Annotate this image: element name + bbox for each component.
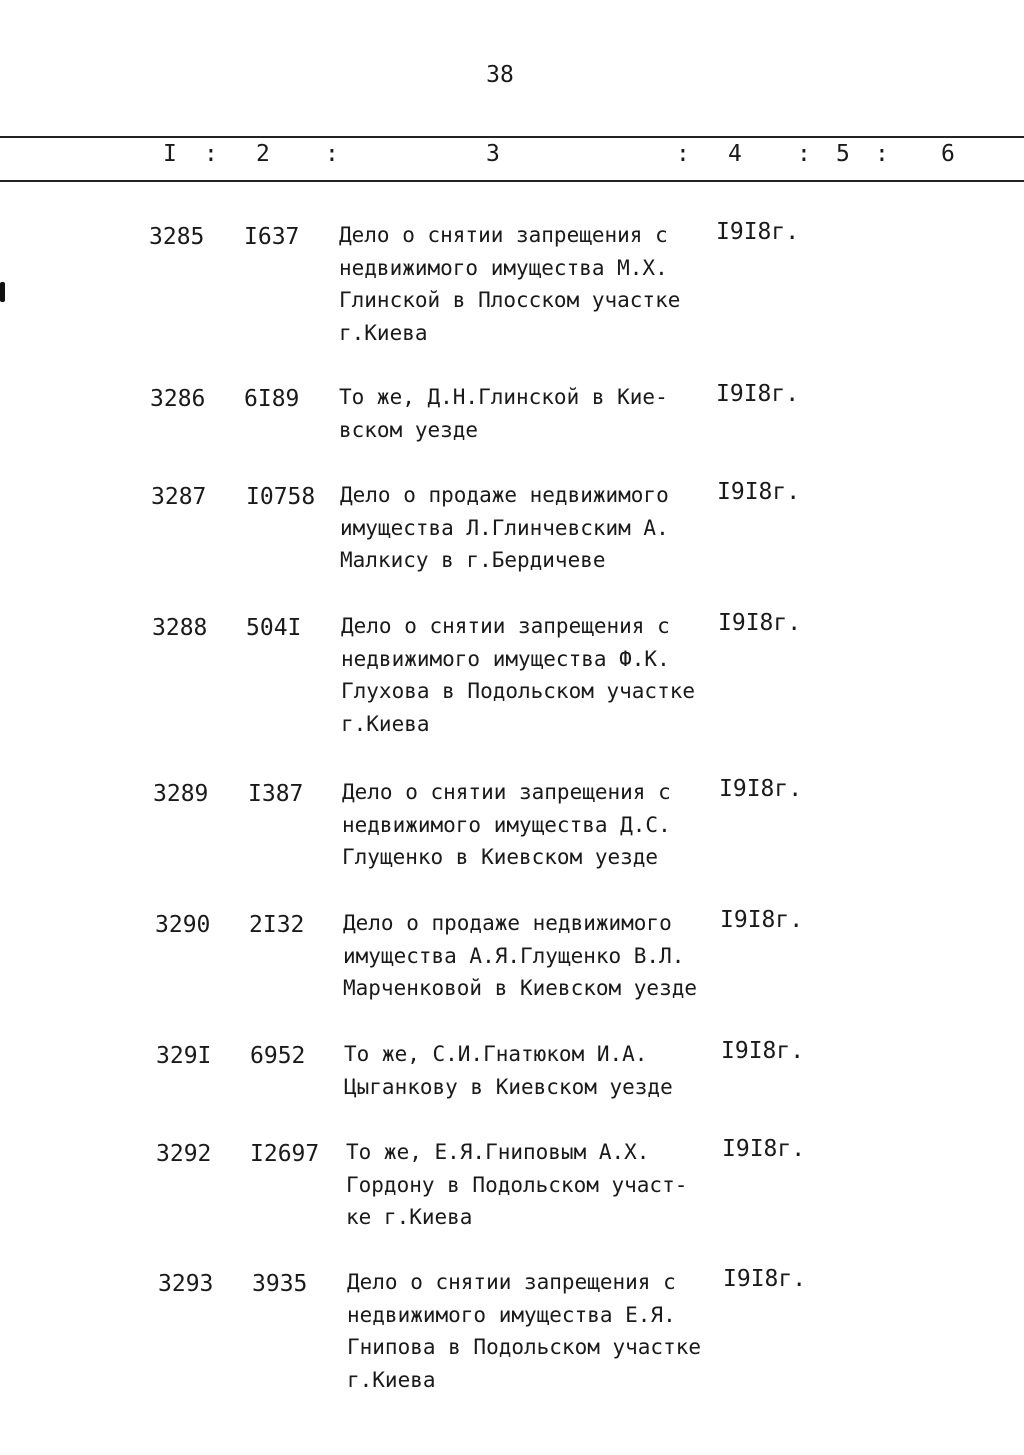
record-year: I9I8г. bbox=[716, 381, 800, 407]
description-line: Дело о продаже недвижимого bbox=[340, 483, 669, 507]
record-number: 3287 bbox=[151, 484, 207, 510]
description-line: недвижимого имущества М.Х. bbox=[339, 255, 668, 280]
record-code: I2697 bbox=[250, 1141, 320, 1167]
record-code: I387 bbox=[248, 781, 304, 807]
column-separator: : bbox=[875, 141, 889, 167]
description-line: То же, С.И.Гнатюком И.А. bbox=[344, 1042, 648, 1066]
edge-mark bbox=[0, 282, 5, 302]
record-description bbox=[342, 776, 671, 874]
column-separator: : bbox=[204, 141, 218, 167]
description-line: Глущенко в Киевском уезде bbox=[342, 845, 659, 869]
column-header-3: 3 bbox=[486, 141, 500, 167]
record-code: I0758 bbox=[246, 484, 316, 510]
page-number: 38 bbox=[486, 62, 514, 88]
column-header-4: 4 bbox=[728, 141, 742, 167]
record-code: 2I32 bbox=[249, 912, 305, 938]
record-description bbox=[339, 381, 668, 446]
description-line: Дело о снятии запрещения с bbox=[341, 614, 670, 638]
record-code: 6I89 bbox=[244, 386, 300, 412]
record-code: 6952 bbox=[250, 1043, 306, 1069]
column-header-6: 6 bbox=[941, 141, 955, 167]
description-line: г.Киева bbox=[339, 320, 428, 345]
description-line: г.Киева bbox=[341, 711, 430, 736]
description-line: недвижимого имущества Е.Я. bbox=[347, 1302, 676, 1327]
column-header-5: 5 bbox=[836, 141, 850, 167]
description-line: Малкису в г.Бердичеве bbox=[340, 548, 606, 572]
record-year: I9I8г. bbox=[716, 219, 800, 245]
record-year: I9I8г. bbox=[721, 1038, 805, 1064]
column-separator: : bbox=[676, 141, 690, 167]
record-description bbox=[340, 479, 669, 577]
record-year: I9I8г. bbox=[717, 479, 801, 505]
description-line: Гнипова в Подольском участке bbox=[347, 1335, 702, 1359]
header-rule-top bbox=[0, 136, 1024, 138]
description-line: Глухова в Подольском участке bbox=[341, 679, 696, 703]
record-code: 3935 bbox=[252, 1271, 308, 1297]
record-code: 504I bbox=[246, 615, 302, 641]
record-year: I9I8г. bbox=[722, 1136, 806, 1162]
record-number: 3293 bbox=[158, 1271, 214, 1297]
column-separator: : bbox=[797, 141, 811, 167]
description-line: Дело о продаже недвижимого bbox=[343, 911, 672, 935]
description-line: имущества Л.Глинчевским А. bbox=[340, 515, 669, 540]
description-line: недвижимого имущества Ф.К. bbox=[341, 646, 670, 671]
description-line: То же, Е.Я.Гниповым А.Х. bbox=[346, 1140, 650, 1164]
record-description bbox=[346, 1136, 687, 1234]
column-separator: : bbox=[325, 141, 339, 167]
description-line: Глинской в Плосском участке bbox=[339, 288, 681, 312]
record-description bbox=[344, 1038, 673, 1103]
record-number: 329I bbox=[156, 1043, 212, 1069]
description-line: Дело о снятии запрещения с bbox=[339, 223, 668, 247]
record-description bbox=[343, 907, 697, 1005]
description-line: То же, Д.Н.Глинской в Кие- bbox=[339, 385, 668, 409]
description-line: Цыганкову в Киевском уезде bbox=[344, 1074, 673, 1099]
record-description bbox=[339, 219, 680, 349]
record-number: 3286 bbox=[150, 386, 206, 412]
description-line: Марченковой в Киевском уезде bbox=[343, 976, 698, 1000]
record-code: I637 bbox=[244, 224, 300, 250]
record-year: I9I8г. bbox=[719, 776, 803, 802]
record-number: 3290 bbox=[155, 912, 211, 938]
description-line: имущества А.Я.Глущенко В.Л. bbox=[343, 943, 685, 968]
record-number: 3289 bbox=[153, 781, 209, 807]
record-year: I9I8г. bbox=[723, 1266, 807, 1292]
column-header-2: 2 bbox=[256, 141, 270, 167]
description-line: недвижимого имущества Д.С. bbox=[342, 812, 671, 837]
record-number: 3285 bbox=[149, 224, 205, 250]
description-line: ке г.Киева bbox=[346, 1205, 473, 1229]
description-line: г.Киева bbox=[347, 1367, 436, 1392]
description-line: Гордону в Подольском участ- bbox=[346, 1172, 688, 1197]
record-description bbox=[341, 610, 695, 740]
description-line: Дело о снятии запрещения с bbox=[347, 1270, 676, 1294]
record-year: I9I8г. bbox=[720, 907, 804, 933]
record-description bbox=[347, 1266, 701, 1396]
record-number: 3288 bbox=[152, 615, 208, 641]
record-number: 3292 bbox=[156, 1141, 212, 1167]
column-header-1: I bbox=[163, 141, 177, 167]
record-year: I9I8г. bbox=[718, 610, 802, 636]
header-rule-bottom bbox=[0, 180, 1024, 182]
description-line: вском уезде bbox=[339, 417, 479, 442]
description-line: Дело о снятии запрещения с bbox=[342, 780, 671, 804]
